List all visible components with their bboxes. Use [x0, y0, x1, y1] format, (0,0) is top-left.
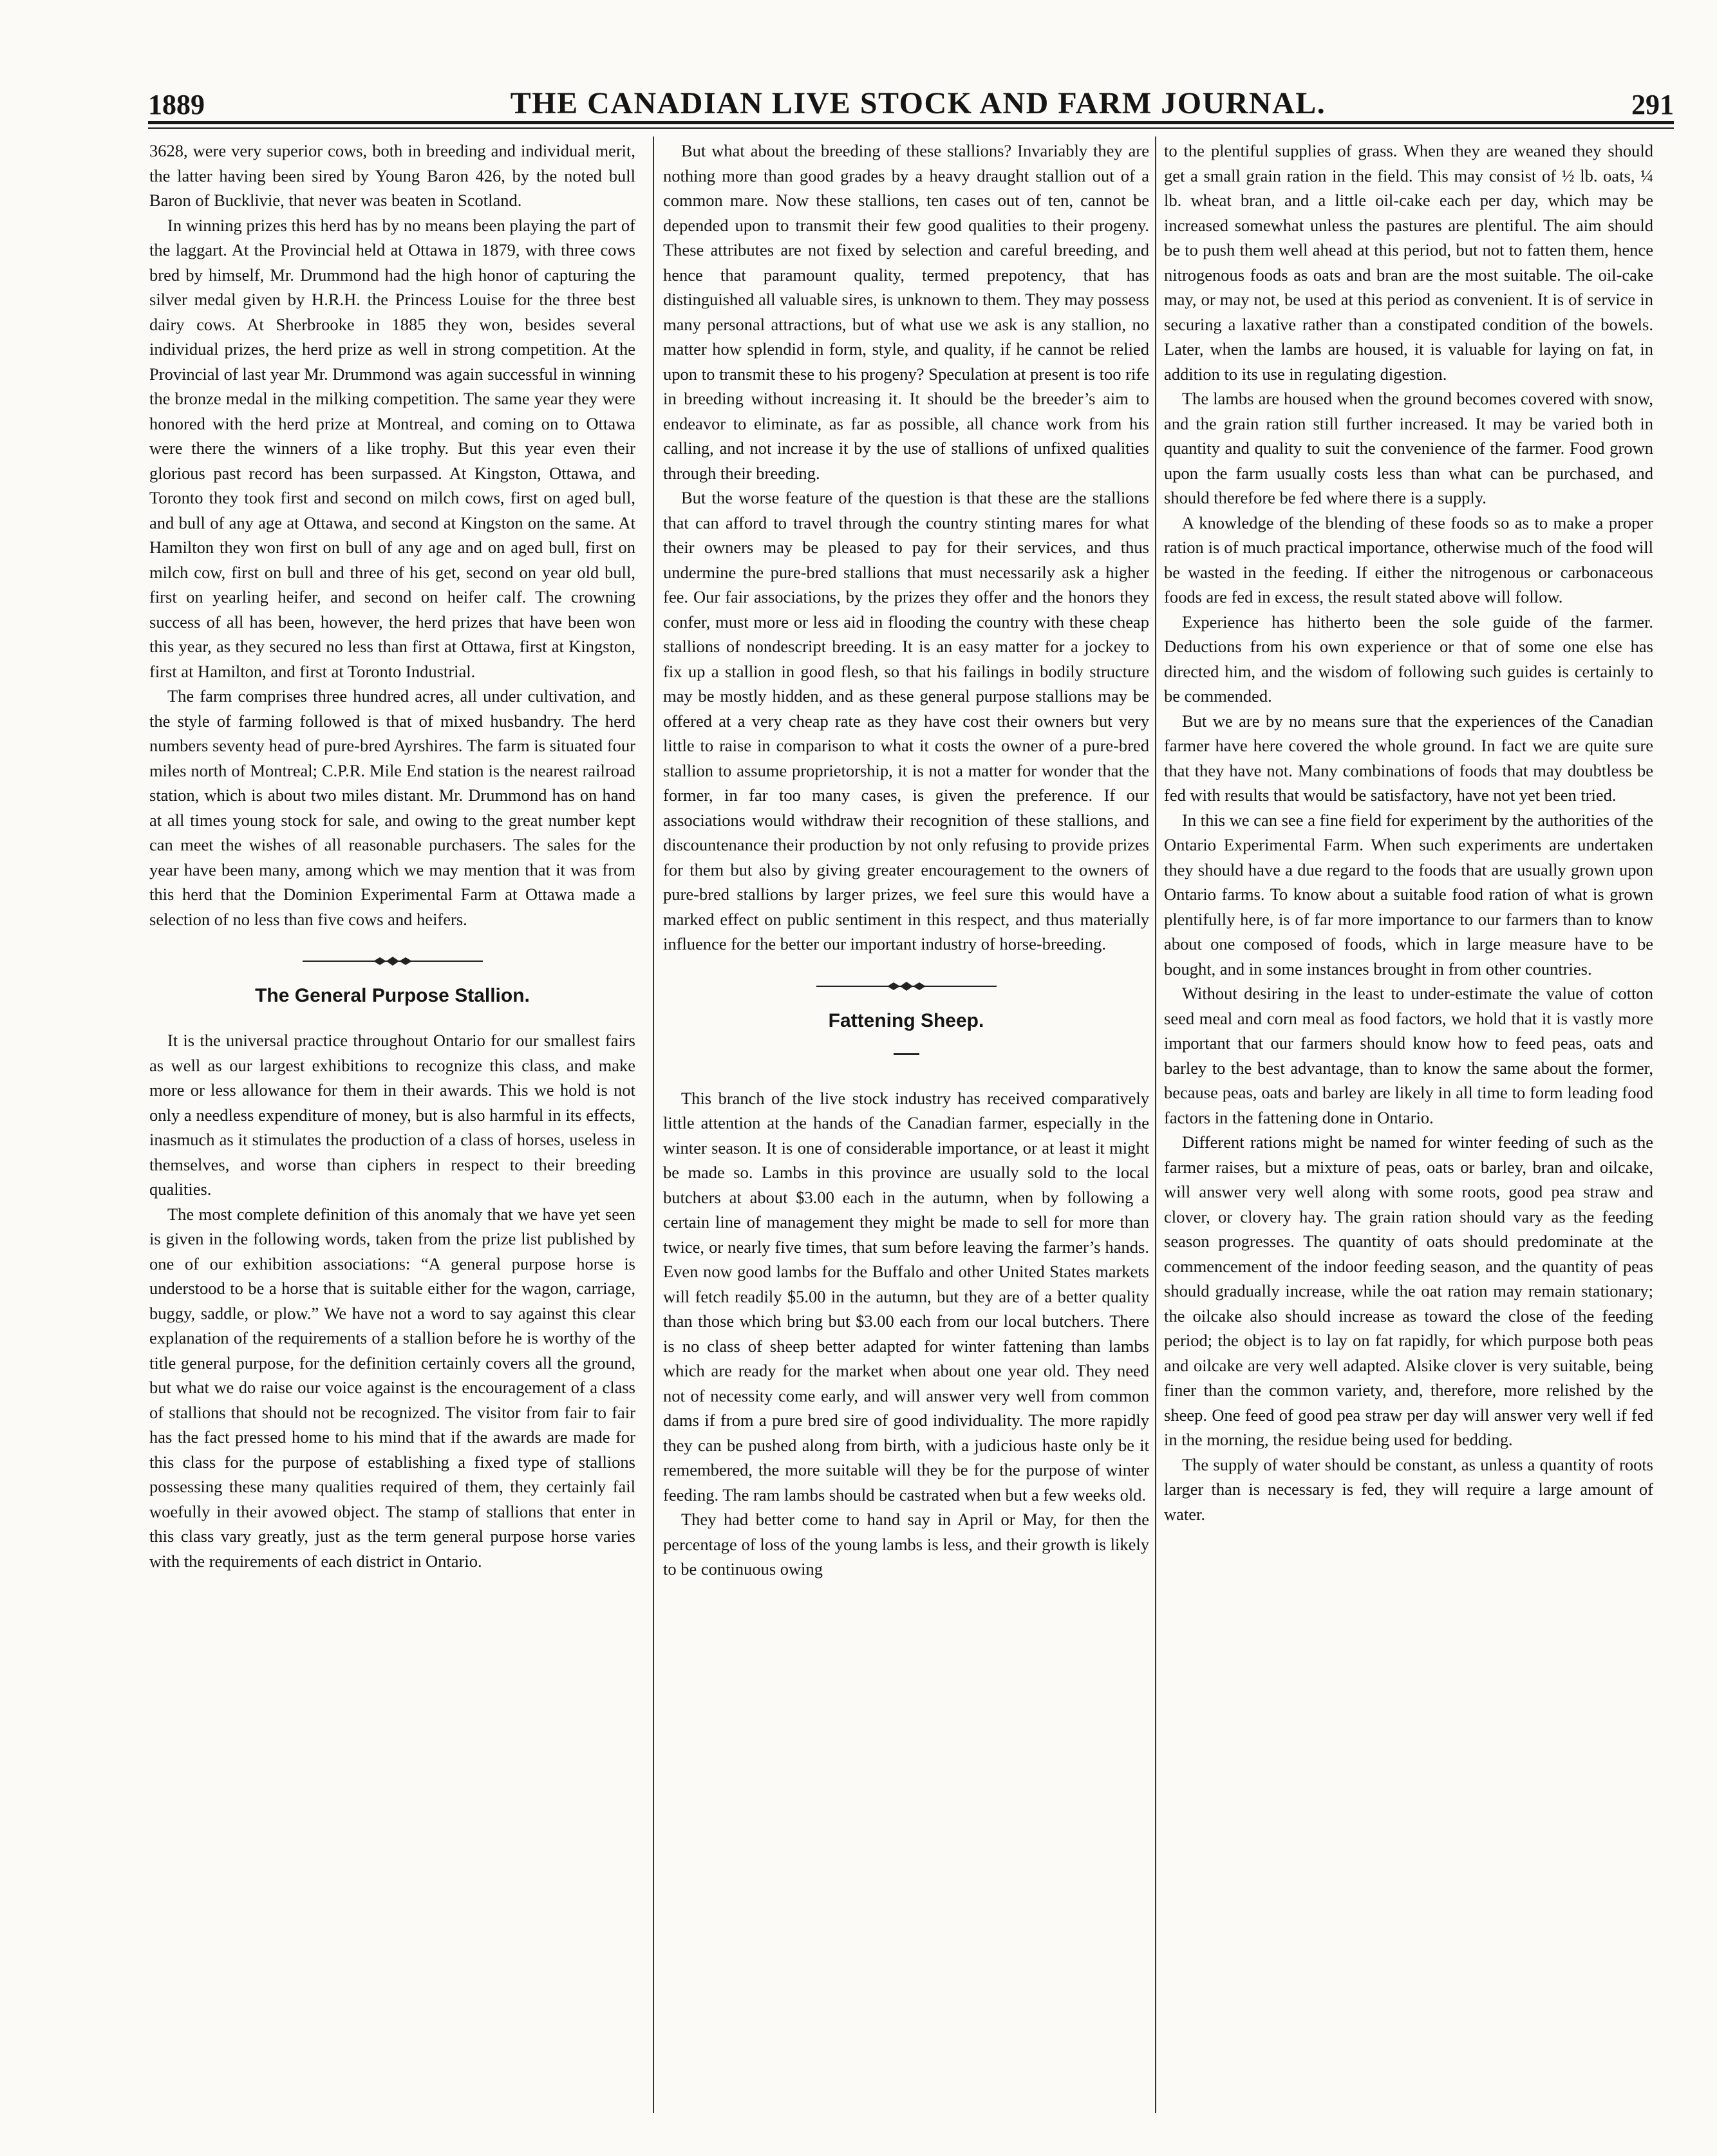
column-divider-right: [1155, 136, 1156, 2113]
section-ornament: [663, 975, 1149, 1000]
paragraph: But what about the breeding of these stallions? Invariably they are nothing more than good grades by a heavy draught stallion out of a common mare. Now these stallions, ten cases out of ten, cannot be depended upon to transmit their few good qualities to their progeny. These attributes are not fixed by selection and careful breeding, and hence that paramount quality, termed prepotency, that has distinguished all valuable sires, is unknown to them. They may possess many personal attractions, but of what use we ask is any stallion, no matter how splendid in form, style, and quality, if he cannot be relied upon to transmit these to his progeny? Speculation at present is too rife in breeding without increasing it. It should be the breeder’s aim to endeavor to eliminate, as far as possible, all chance work from his calling, and not increase it by the use of stallions of unfixed qualities through their breeding.: [663, 141, 1149, 483]
paragraph: The supply of water should be constant, as unless a quantity of roots larger than is necessary is fed, they will require a large amount of water.: [1164, 1454, 1653, 1524]
journal-title: THE CANADIAN LIVE STOCK AND FARM JOURNAL.: [510, 86, 1326, 120]
paragraph: They had better come to hand say in April or May, for then the percentage of loss of the young lambs is less, and their growth is likely to be continuous owing: [663, 1510, 1149, 1579]
column-2: [663, 138, 1149, 2108]
paragraph: Experience has hitherto been the sole guide of the farmer. Deductions from his own experience or that of some one else has directed him, and the wisdom of following such guides is certainly to be commended.: [1164, 612, 1653, 706]
paragraph: Different rations might be named for winter feeding of such as the farmer raises, but a mixture of peas, oats or barley, bran and oilcake, will answer very well along with some roots, good pea straw and clover, or clovery hay. The grain ration should vary as the feeding season progresses. The quantity of oats should predominate at the commencement of the indoor feeding season, and the quantity of peas should gradually increase, while the oat ration may remain stationary; the oilcake also should increase as toward the close of the feeding period; the object is to lay on fat rapidly, for which purpose both peas and oilcake are very well adapted. Alsike clover is very suitable, being finer than the common variety, and, therefore, more relished by the sheep. One feed of good pea straw per day will answer very well if fed in the morning, the residue being used for bedding.: [1164, 1132, 1653, 1449]
paragraph: The most complete definition of this anomaly that we have yet seen is given in the following words, taken from the prize list published by one of our exhibition associations: “A general purpose horse is understood to be a horse that is suitable either for the wagon, carriage, buggy, saddle, or plow.” We have not a word to say against this clear explanation of the requirements of a stallion before he is worthy of the title general purpose, for the definition certainly covers all the ground, but what we do raise our voice against is the encouragement of a class of stallions that should not be recognized. The visitor from fair to fair has the fact pressed home to his mind that if the awards are made for this class for the purpose of establishing a fixed type of stallions possessing these many qualities required of them, they certainly fail woefully in their avowed object. The stamp of stallions that enter in this class vary greatly, just as the term general purpose horse varies with the requirements of each district in Ontario.: [149, 1204, 635, 1571]
paragraph: A knowledge of the blending of these foods so as to make a proper ration is of much practical importance, otherwise much of the food will be wasted in the feeding. If either the nitrogenous or carbonaceous foods are fed in excess, the result stated above will follow.: [1164, 512, 1653, 606]
article-heading-fattening-sheep: Fattening Sheep.: [828, 1009, 984, 1031]
paragraph: to the plentiful supplies of grass. When they are weaned they should get a small grain ration in the field. This may consist of ½ lb. oats, ¼ lb. wheat bran, and a little oil-cake each per day, which may be increased somewhat unless the pastures are plentiful. The aim should be to push them well ahead at this period, but not to fatten them, hence nitrogenous foods as oats and bran are the most suitable. The oil-cake may, or may not, be used at this period as convenient. It is of service in securing a laxative rather than a constipated condition of the bowels. Later, when the lambs are housed, it is valuable for laying on fat, in addition to its use in regulating digestion.: [1164, 141, 1653, 384]
paragraph: In this we can see a fine field for experiment by the authorities of the Ontario Experimental Farm. When such experiments are undertaken they should have a due regard to the foods that are usually grown upon Ontario farms. To know about a suitable food ration of what is grown plentifully here, is of far more importance to our farmers than to know about one composed of foods, which in large measure have to be bought, and in some instances brought in from other countries.: [1164, 810, 1653, 979]
page-number: 291: [1631, 89, 1674, 120]
column-1: [149, 138, 635, 2108]
section-ornament: [149, 950, 635, 975]
paragraph: But the worse feature of the question is that these are the stallions that can afford to travel through the country stinting mares for what their owners may be pleased to pay for their services, and thus undermine the pure-bred stallions that must necessarily ask a higher fee. Our fair associations, by the prizes they offer and the honors they confer, must more or less aid in flooding the country with these cheap stallions of nondescript breeding. It is an easy matter for a jockey to fix up a stallion in good flesh, so that his failings in bodily structure may be mostly hidden, and as these general purpose stallions may be offered at a very cheap rate as they have cost their owners but very little to raise in comparison to what it costs the owner of a pure-bred stallion to assume proprietorship, it is not a matter for wonder that the former, in far too many cases, is given the preference. If our associations would withdraw their recognition of these stallions, and discountenance their production by not only refusing to provide prizes for them but also by giving greater encouragement to the owners of pure-bred stallions by larger prizes, we feel sure this would have a marked effect on public sentiment in this respect, and thus materially influence for the better our important industry of horse-breeding.: [663, 488, 1149, 953]
article-heading-general-purpose-stallion: The General Purpose Stallion.: [255, 985, 530, 1006]
paragraph: The lambs are housed when the ground becomes covered with snow, and the grain ration still further increased. It may be varied both in quantity and quality to suit the convenience of the farmer. Food grown upon the farm usually costs less than what can be purchased, and should therefore be fed where there is a supply.: [1164, 389, 1653, 507]
paragraph: The farm comprises three hundred acres, all under cultivation, and the style of farming followed is that of mixed husbandry. The herd numbers seventy head of pure-bred Ayrshires. The farm is situated four miles north of Montreal; C.P.R. Mile End station is the nearest railroad station, which is about two miles distant. Mr. Drummond has on hand at all times young stock for sale, and owing to the great number kept can meet the wishes of all reasonable purchasers. The sales for the year have been many, among which we may mention that it was from this herd that the Dominion Experimental Farm at Ottawa made a selection of no less than five cows and heifers.: [149, 686, 635, 929]
paragraph: 3628, were very superior cows, both in breeding and individual merit, the latter having been sired by Young Baron 426, by the noted bull Baron of Bucklivie, that never was beaten in Scotland.: [149, 141, 635, 210]
header-rule-thick: [148, 121, 1674, 124]
paragraph: This branch of the live stock industry has received comparatively little attention at the hands of the Canadian farmer, especially in the winter season. It is one of considerable importance, or at least it might be made so. Lambs in this province are usually sold to the local butchers at about $3.00 each in the autumn, when by following a certain line of management they might be made to sell for more than twice, or nearly five times, that sum before leaving the farmer’s hands. Even now good lambs for the Buffalo and other United States markets will fetch readily $5.00 in the autumn, but they are of a better quality than those which bring but $3.00 each from our local butchers. There is no class of sheep better adapted for winter fattening than lambs which are ready for the market when about one year old. They need not of necessity come early, and will answer very well from common dams if from a pure bred sire of good individuality. The more rapidly they can be pushed along from birth, with a judicious haste only be it remembered, the more suitable will they be for the purpose of winter feeding. The ram lambs should be castrated when but a few weeks old.: [663, 1088, 1149, 1505]
page-header: [148, 70, 1674, 121]
paragraph: In winning prizes this herd has by no means been playing the part of the laggart. At the Provincial held at Ottawa in 1879, with three cows bred by himself, Mr. Drummond had the high honor of capturing the silver medal given by H.R.H. the Princess Louise for the three best dairy cows. At Sherbrooke in 1885 they won, besides several individual prizes, the herd prize as well in strong competition. At the Provincial of last year Mr. Drummond was again successful in winning the bronze medal in the milking competition. The same year they were honored with the herd prize at Montreal, and coming on to Ottawa were there the winners of a like trophy. But this year even their glorious past record has been surpassed. At Kingston, Ottawa, and Toronto they took first and second on milch cows, first on aged bull, and bull of any age at Ottawa, and second at Kingston on the same. At Hamilton they won first on bull of any age and on aged bull, first on milch cow, first on bull and three of his get, second on year old bull, first on yearling heifer, and second on heifer calf. The crowning success of all has been, however, the herd prizes that have been won this year, as they secured no less than first at Ottawa, first at Kingston, first at Hamilton, and first at Toronto Industrial.: [149, 215, 635, 681]
paragraph: It is the universal practice throughout Ontario for our smallest fairs as well as our largest exhibitions to recognize this class, and make more or less allowance for them in their awards. This we hold is not only a needless expenditure of money, but is also harmful in its effects, inasmuch as it stimulates the production of a class of horses, useless in themselves, and worse than ciphers in respect to their breeding qualities.: [149, 1031, 635, 1199]
column-divider-left: [653, 136, 654, 2113]
year: 1889: [148, 89, 205, 120]
paragraph: But we are by no means sure that the experiences of the Canadian farmer have here covered the whole ground. In fact we are quite sure that they have not. Many combinations of foods that may doubtless be fed with results that would be satisfactory, have not yet been tried.: [1164, 711, 1653, 805]
paragraph: Without desiring in the least to under-estimate the value of cotton seed meal and corn meal as food factors, we hold that it is vastly more important that our farmers should know how to feed peas, oats and barley to the best advantage, than to know the same about the former, because peas, oats and barley are likely in all time to form leading food factors in the fattening done in Ontario.: [1164, 984, 1653, 1127]
column-3: [1164, 138, 1653, 2108]
heading-dash: [894, 1053, 919, 1055]
header-rule-thin: [148, 127, 1674, 129]
